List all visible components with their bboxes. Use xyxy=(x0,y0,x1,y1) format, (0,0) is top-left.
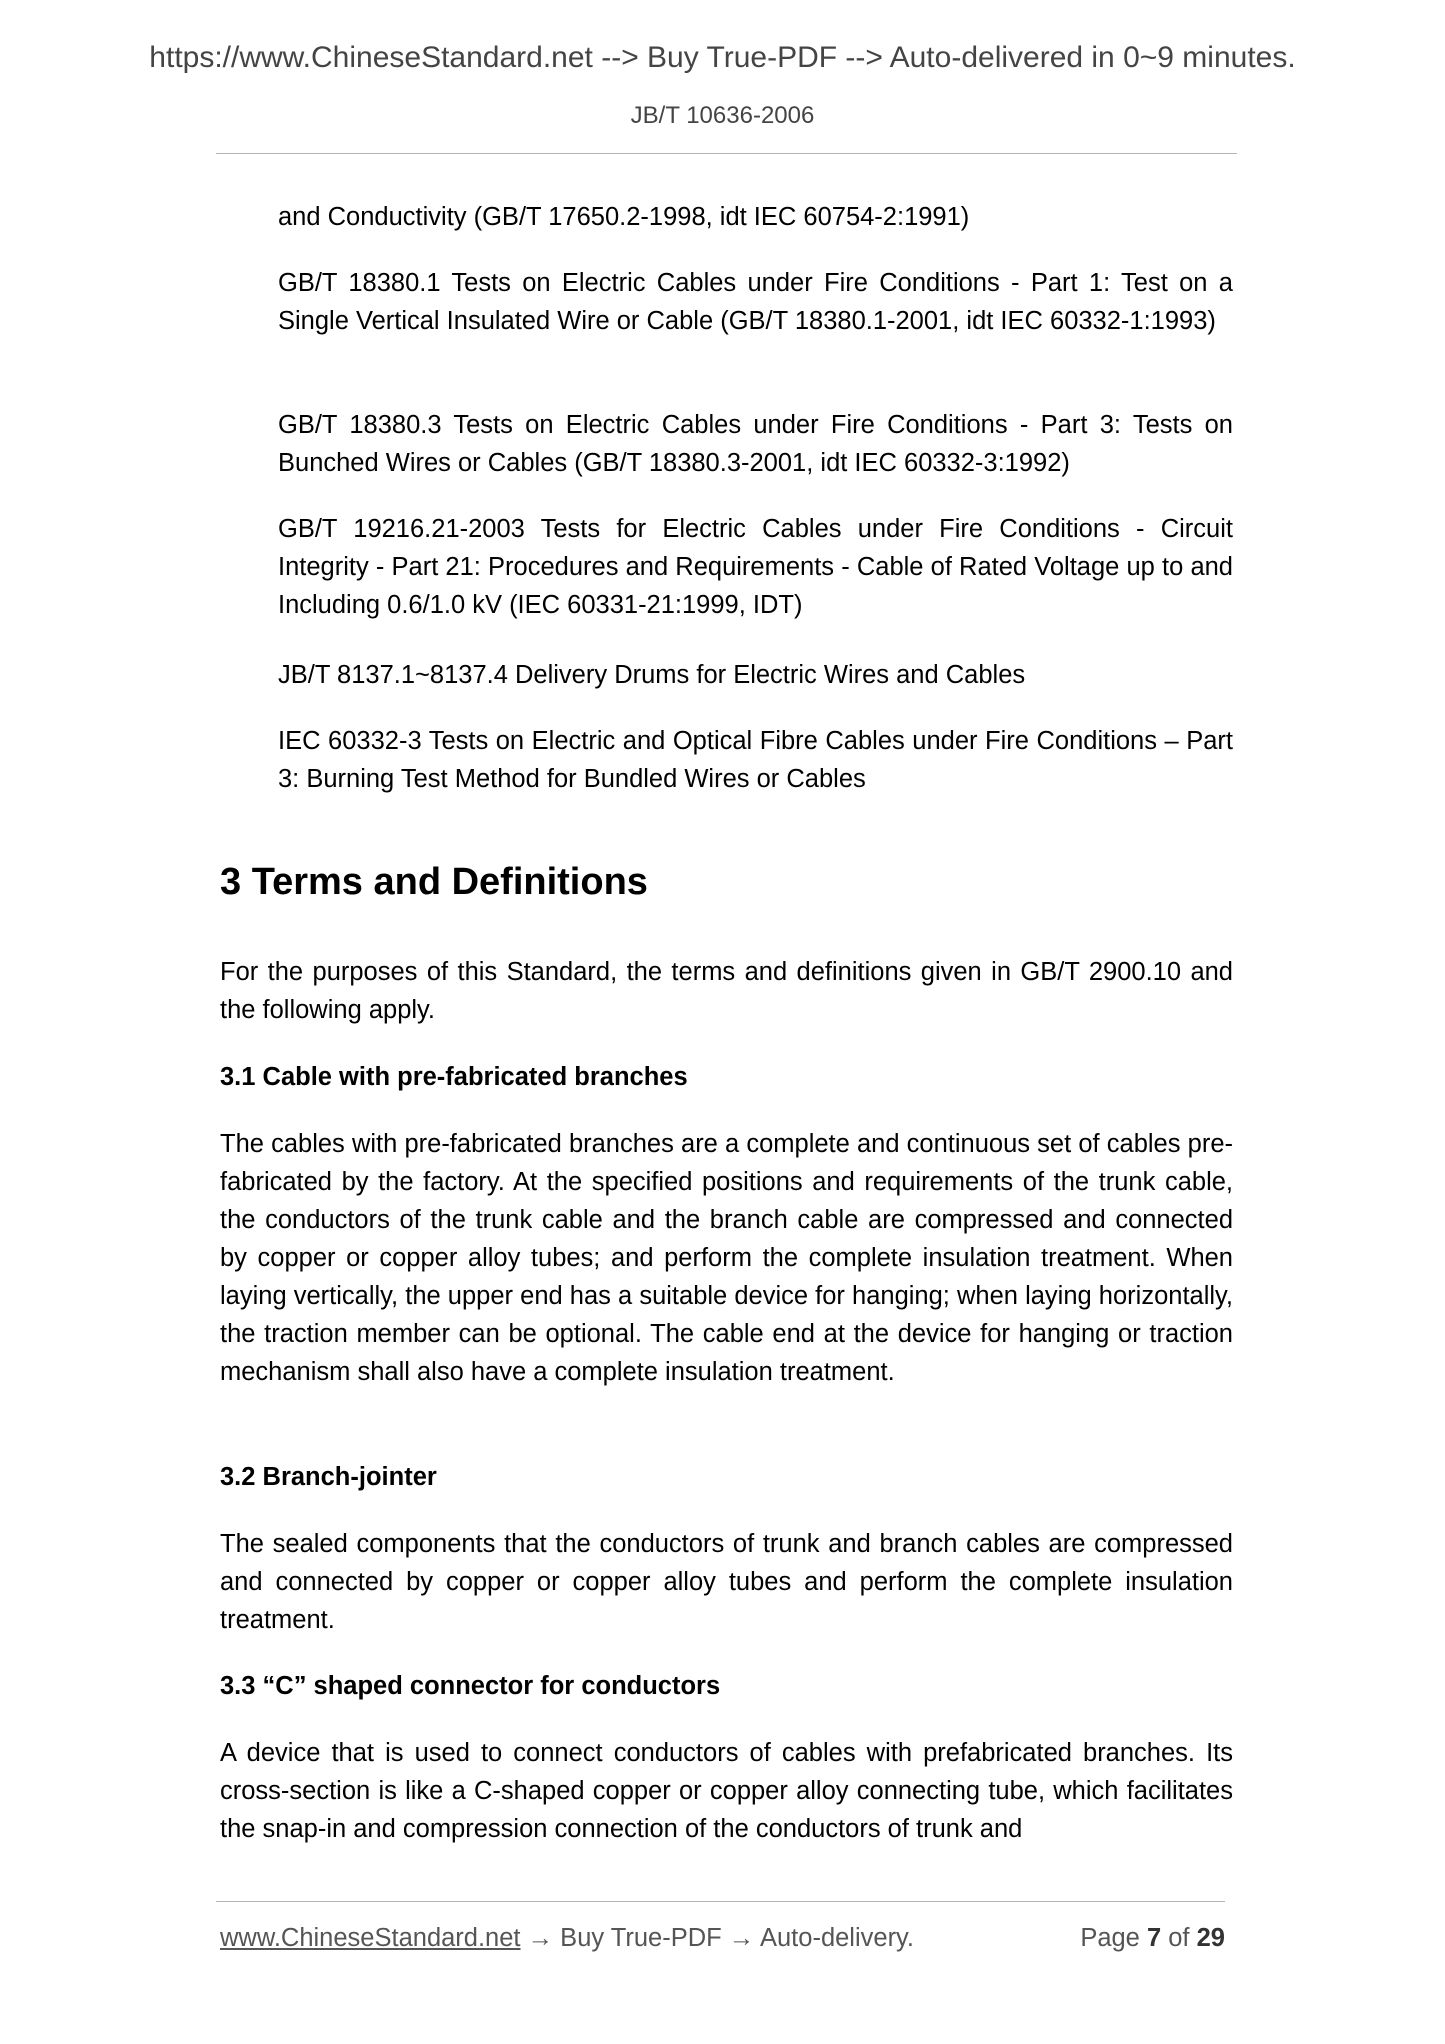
current-page-number: 7 xyxy=(1146,1924,1162,1952)
page-word: Page xyxy=(1080,1924,1140,1952)
reference-text: JB/T 8137.1~8137.4 Delivery Drums for Electric Wires and Cables xyxy=(278,661,1026,689)
total-pages-number: 29 xyxy=(1196,1924,1225,1952)
footer-promo xyxy=(220,1918,914,1958)
reference-text: GB/T 18380.1 Tests on Electric Cables under Fire Conditions - Part 1: Test on a Single Vertical Insulated Wire or Cable (GB/T 18380.1-2001, idt IEC 60332-1:1993) xyxy=(278,269,1233,335)
intro-text: For the purposes of this Standard, the terms and definitions given in GB/T 2900.10 and the following apply. xyxy=(220,958,1233,1024)
document-code: JB/T 10636-2006 xyxy=(630,102,815,129)
term-definition-text: The sealed components that the conductors of trunk and branch cables are compressed and connected by copper or copper alloy tubes and perform the complete insulation treatment. xyxy=(220,1530,1233,1634)
footer-divider xyxy=(216,1901,1225,1902)
of-word: of xyxy=(1168,1924,1190,1952)
reference-item xyxy=(278,722,1233,798)
term-definition xyxy=(220,1734,1233,1848)
term-definition xyxy=(220,1125,1233,1391)
footer-tagline: → Buy True-PDF → Auto-delivery. xyxy=(520,1924,914,1952)
section-intro xyxy=(220,953,1233,1029)
term-heading: 3.1 Cable with pre-fabricated branches xyxy=(220,1063,688,1091)
term-definition-text: The cables with pre-fabricated branches are a complete and continuous set of cables pre-fabricated by the factory. At the specified positions and requirements of the trunk cable, the conductors of the trunk cable and the branch cable are compressed and connected by copper or copper alloy tubes; and perform the complete insulation treatment. When laying vertically, the upper end has a suitable device for hanging; when laying horizontally, the traction member can be optional. The cable end at the device for hanging or traction mechanism shall also have a complete insulation treatment. xyxy=(220,1130,1233,1386)
page-footer xyxy=(220,1918,1225,1958)
reference-text: and Conductivity (GB/T 17650.2-1998, idt IEC 60754-2:1991) xyxy=(278,203,970,231)
term-definition xyxy=(220,1525,1233,1639)
term-heading: 3.3 “C” shaped connector for conductors xyxy=(220,1672,721,1700)
reference-item xyxy=(278,510,1233,624)
reference-item xyxy=(278,406,1233,482)
reference-item xyxy=(278,656,1233,694)
reference-text: GB/T 19216.21-2003 Tests for Electric Cables under Fire Conditions - Circuit Integrity - Part 21: Procedures and Requirements - Cable of Rated Voltage up to and Including 0.6/1.0 kV (IEC 60331-21:1999, IDT) xyxy=(278,515,1233,619)
header-divider xyxy=(216,153,1237,154)
top-banner[interactable]: https://www.ChineseStandard.net --> Buy True-PDF --> Auto-delivered in 0~9 minutes. xyxy=(149,41,1296,74)
reference-text: GB/T 18380.3 Tests on Electric Cables under Fire Conditions - Part 3: Tests on Bunched Wires or Cables (GB/T 18380.3-2001, idt IEC 60332-3:1992) xyxy=(278,411,1233,477)
reference-text: IEC 60332-3 Tests on Electric and Optical Fibre Cables under Fire Conditions – Part 3: Burning Test Method for Bundled Wires or Cables xyxy=(278,727,1233,793)
page-indicator xyxy=(1080,1918,1225,1958)
reference-item xyxy=(278,264,1233,340)
term-definition-text: A device that is used to connect conductors of cables with prefabricated branches. Its cross-section is like a C-shaped copper or copper alloy connecting tube, which facilitates the snap-in and compression connection of the conductors of trunk and xyxy=(220,1739,1233,1843)
section-heading: 3 Terms and Definitions xyxy=(220,861,648,903)
term-heading: 3.2 Branch-jointer xyxy=(220,1463,437,1491)
footer-website-link[interactable]: www.ChineseStandard.net xyxy=(220,1924,521,1952)
reference-item xyxy=(278,198,1233,236)
